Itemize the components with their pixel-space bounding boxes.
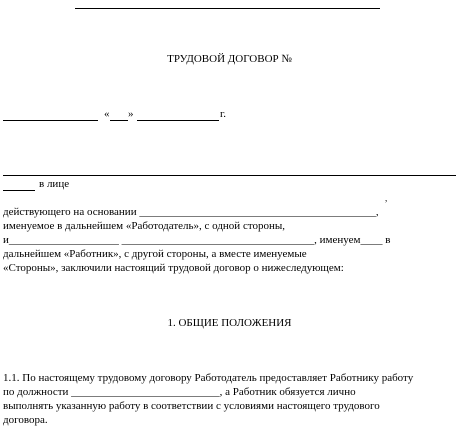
clause-line-1: 1.1. По настоящему трудовому договору Работодатель предоставляет Работнику работу	[3, 372, 414, 384]
employer-name-blank-cont	[3, 190, 35, 191]
paragraph-line-5: «Стороны», заключили настоящий трудовой договор о нижеследующем:	[3, 262, 344, 274]
clause-line-3: выполнять указанную работу в соответствии с условиями настоящего трудового	[3, 400, 380, 412]
paragraph-line-1: действующего на основании ___________________________________________,	[3, 206, 379, 218]
clause-line-2: по должности ___________________________, а Работник обязуется лично	[3, 386, 356, 398]
month-blank	[137, 120, 219, 121]
representative-comma: ,	[385, 193, 388, 203]
paragraph-line-4: дальнейшем «Работник», с другой стороны, а вместе именуемые	[3, 248, 307, 260]
quote-close: »	[128, 108, 134, 120]
in-person-label: в лице	[39, 178, 70, 190]
document-title: ТРУДОВОЙ ДОГОВОР №	[167, 53, 292, 65]
employer-name-blank	[3, 175, 456, 176]
section-heading: 1. ОБЩИЕ ПОЛОЖЕНИЯ	[167, 317, 292, 329]
paragraph-line-3: и____________________ ___________________________________, именуем____ в	[3, 234, 391, 246]
clause-line-4: договора.	[3, 414, 48, 426]
header-rule	[75, 8, 380, 9]
year-suffix: г.	[220, 108, 227, 120]
quote-open: «	[104, 108, 110, 120]
city-blank	[3, 120, 98, 121]
day-blank	[110, 120, 128, 121]
paragraph-line-2: именуемое в дальнейшем «Работодатель», с одной стороны,	[3, 220, 286, 232]
